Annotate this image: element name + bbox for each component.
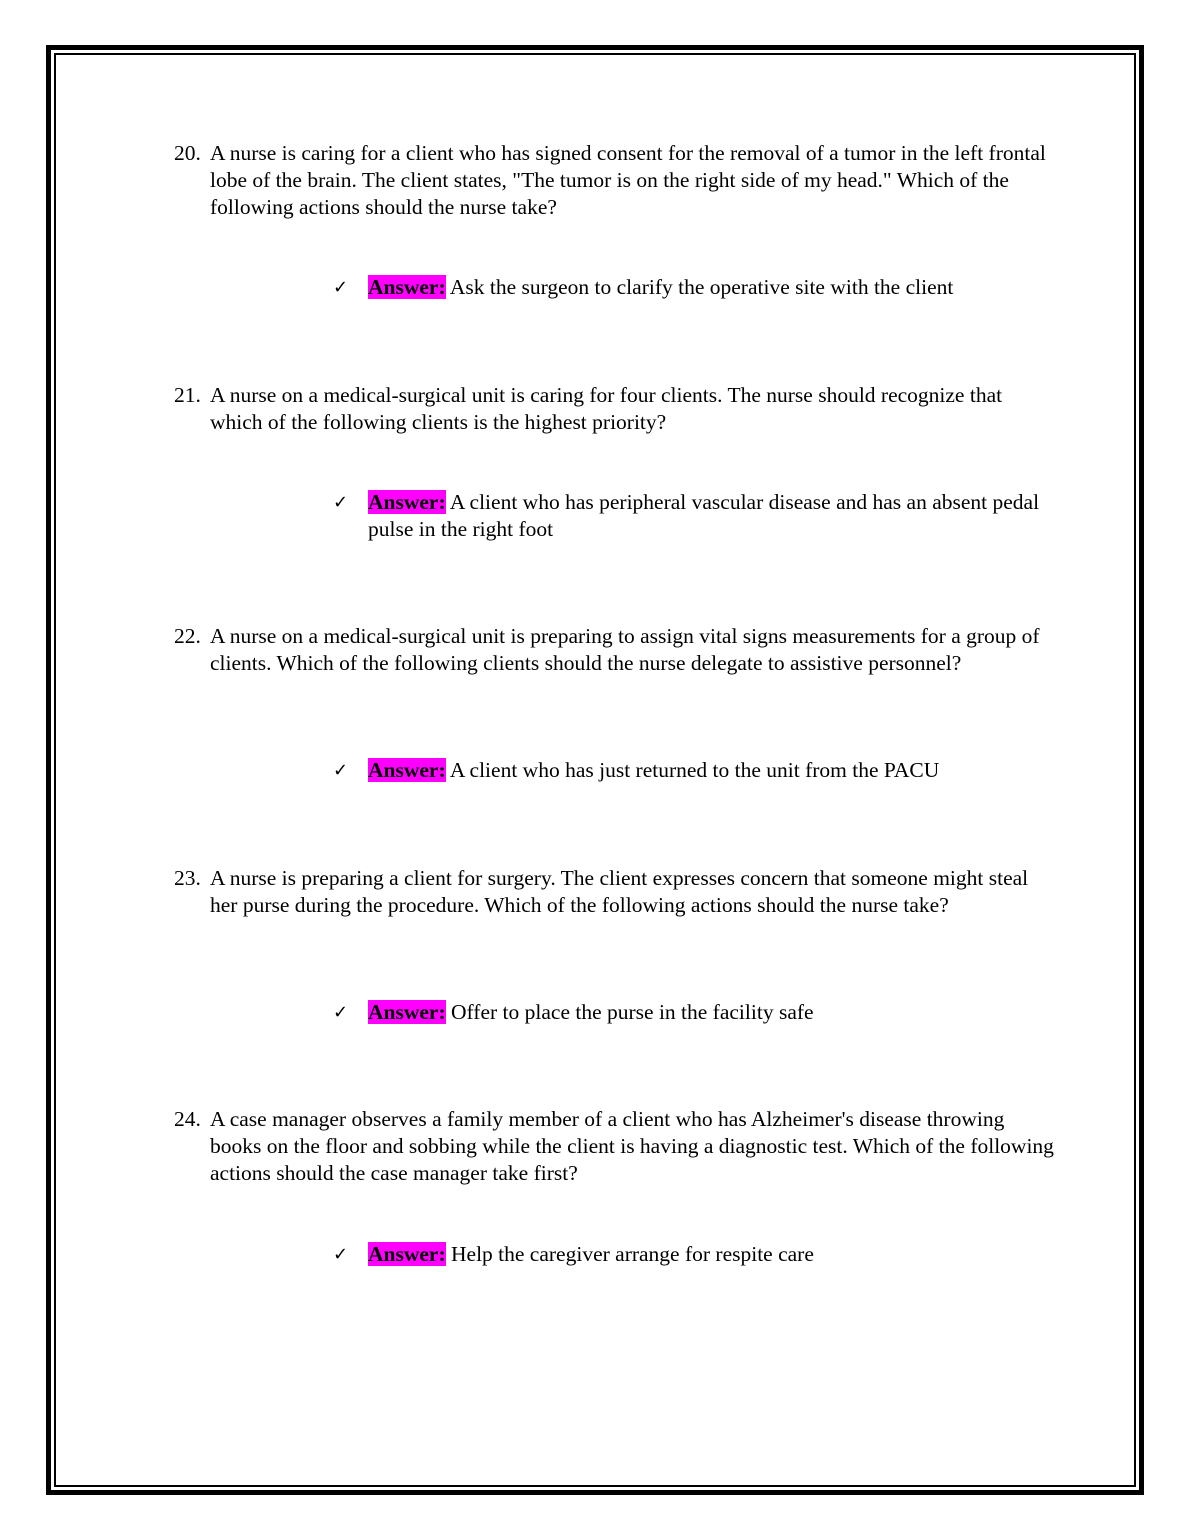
answer-21 (333, 489, 1053, 543)
answer-22 (333, 757, 1053, 784)
checkmark-icon: ✓ (333, 492, 349, 513)
question-24 (174, 1106, 1054, 1187)
answer-label: Answer: (368, 1242, 446, 1266)
question-23 (174, 865, 1054, 919)
answer-label: Answer: (368, 275, 446, 299)
question-text: A nurse on a medical-surgical unit is caring for four clients. The nurse should recognize that which of the following clients is the highest priority? (210, 383, 1003, 434)
answer-24 (333, 1241, 1053, 1268)
answer-label: Answer: (368, 758, 446, 782)
answer-text: Help the caregiver arrange for respite care (451, 1242, 814, 1266)
question-number: 23. (174, 866, 201, 890)
answer-label: Answer: (368, 1000, 446, 1024)
answer-text: Offer to place the purse in the facility safe (451, 1000, 814, 1024)
checkmark-icon: ✓ (333, 1244, 349, 1265)
question-21 (174, 382, 1054, 436)
question-text: A nurse is preparing a client for surgery. The client expresses concern that someone might steal her purse during the procedure. Which of the following actions should the nurse take? (210, 866, 1029, 917)
question-20 (174, 140, 1054, 221)
question-number: 21. (174, 383, 201, 407)
question-text: A nurse is caring for a client who has signed consent for the removal of a tumor in the left frontal lobe of the brain. The client states, "The tumor is on the right side of my head." Which of the following actions should the nurse take? (210, 141, 1046, 219)
checkmark-icon: ✓ (333, 277, 349, 298)
answer-text: A client who has peripheral vascular disease and has an absent pedal pulse in the right foot (368, 490, 1040, 541)
question-number: 22. (174, 624, 201, 648)
question-22 (174, 623, 1054, 677)
question-text: A nurse on a medical-surgical unit is preparing to assign vital signs measurements for a group of clients. Which of the following clients should the nurse delegate to assistive personnel? (210, 624, 1040, 675)
answer-text: Ask the surgeon to clarify the operative site with the client (449, 275, 954, 299)
answer-20 (333, 274, 1053, 301)
answer-label: Answer: (368, 490, 446, 514)
question-number: 20. (174, 141, 201, 165)
checkmark-icon: ✓ (333, 760, 349, 781)
answer-23 (333, 999, 1053, 1026)
answer-text: A client who has just returned to the unit from the PACU (449, 758, 940, 782)
question-number: 24. (174, 1107, 201, 1131)
question-text: A case manager observes a family member of a client who has Alzheimer's disease throwing books on the floor and sobbing while the client is having a diagnostic test. Which of the following actions should the case manager take first? (210, 1107, 1054, 1185)
checkmark-icon: ✓ (333, 1002, 349, 1023)
